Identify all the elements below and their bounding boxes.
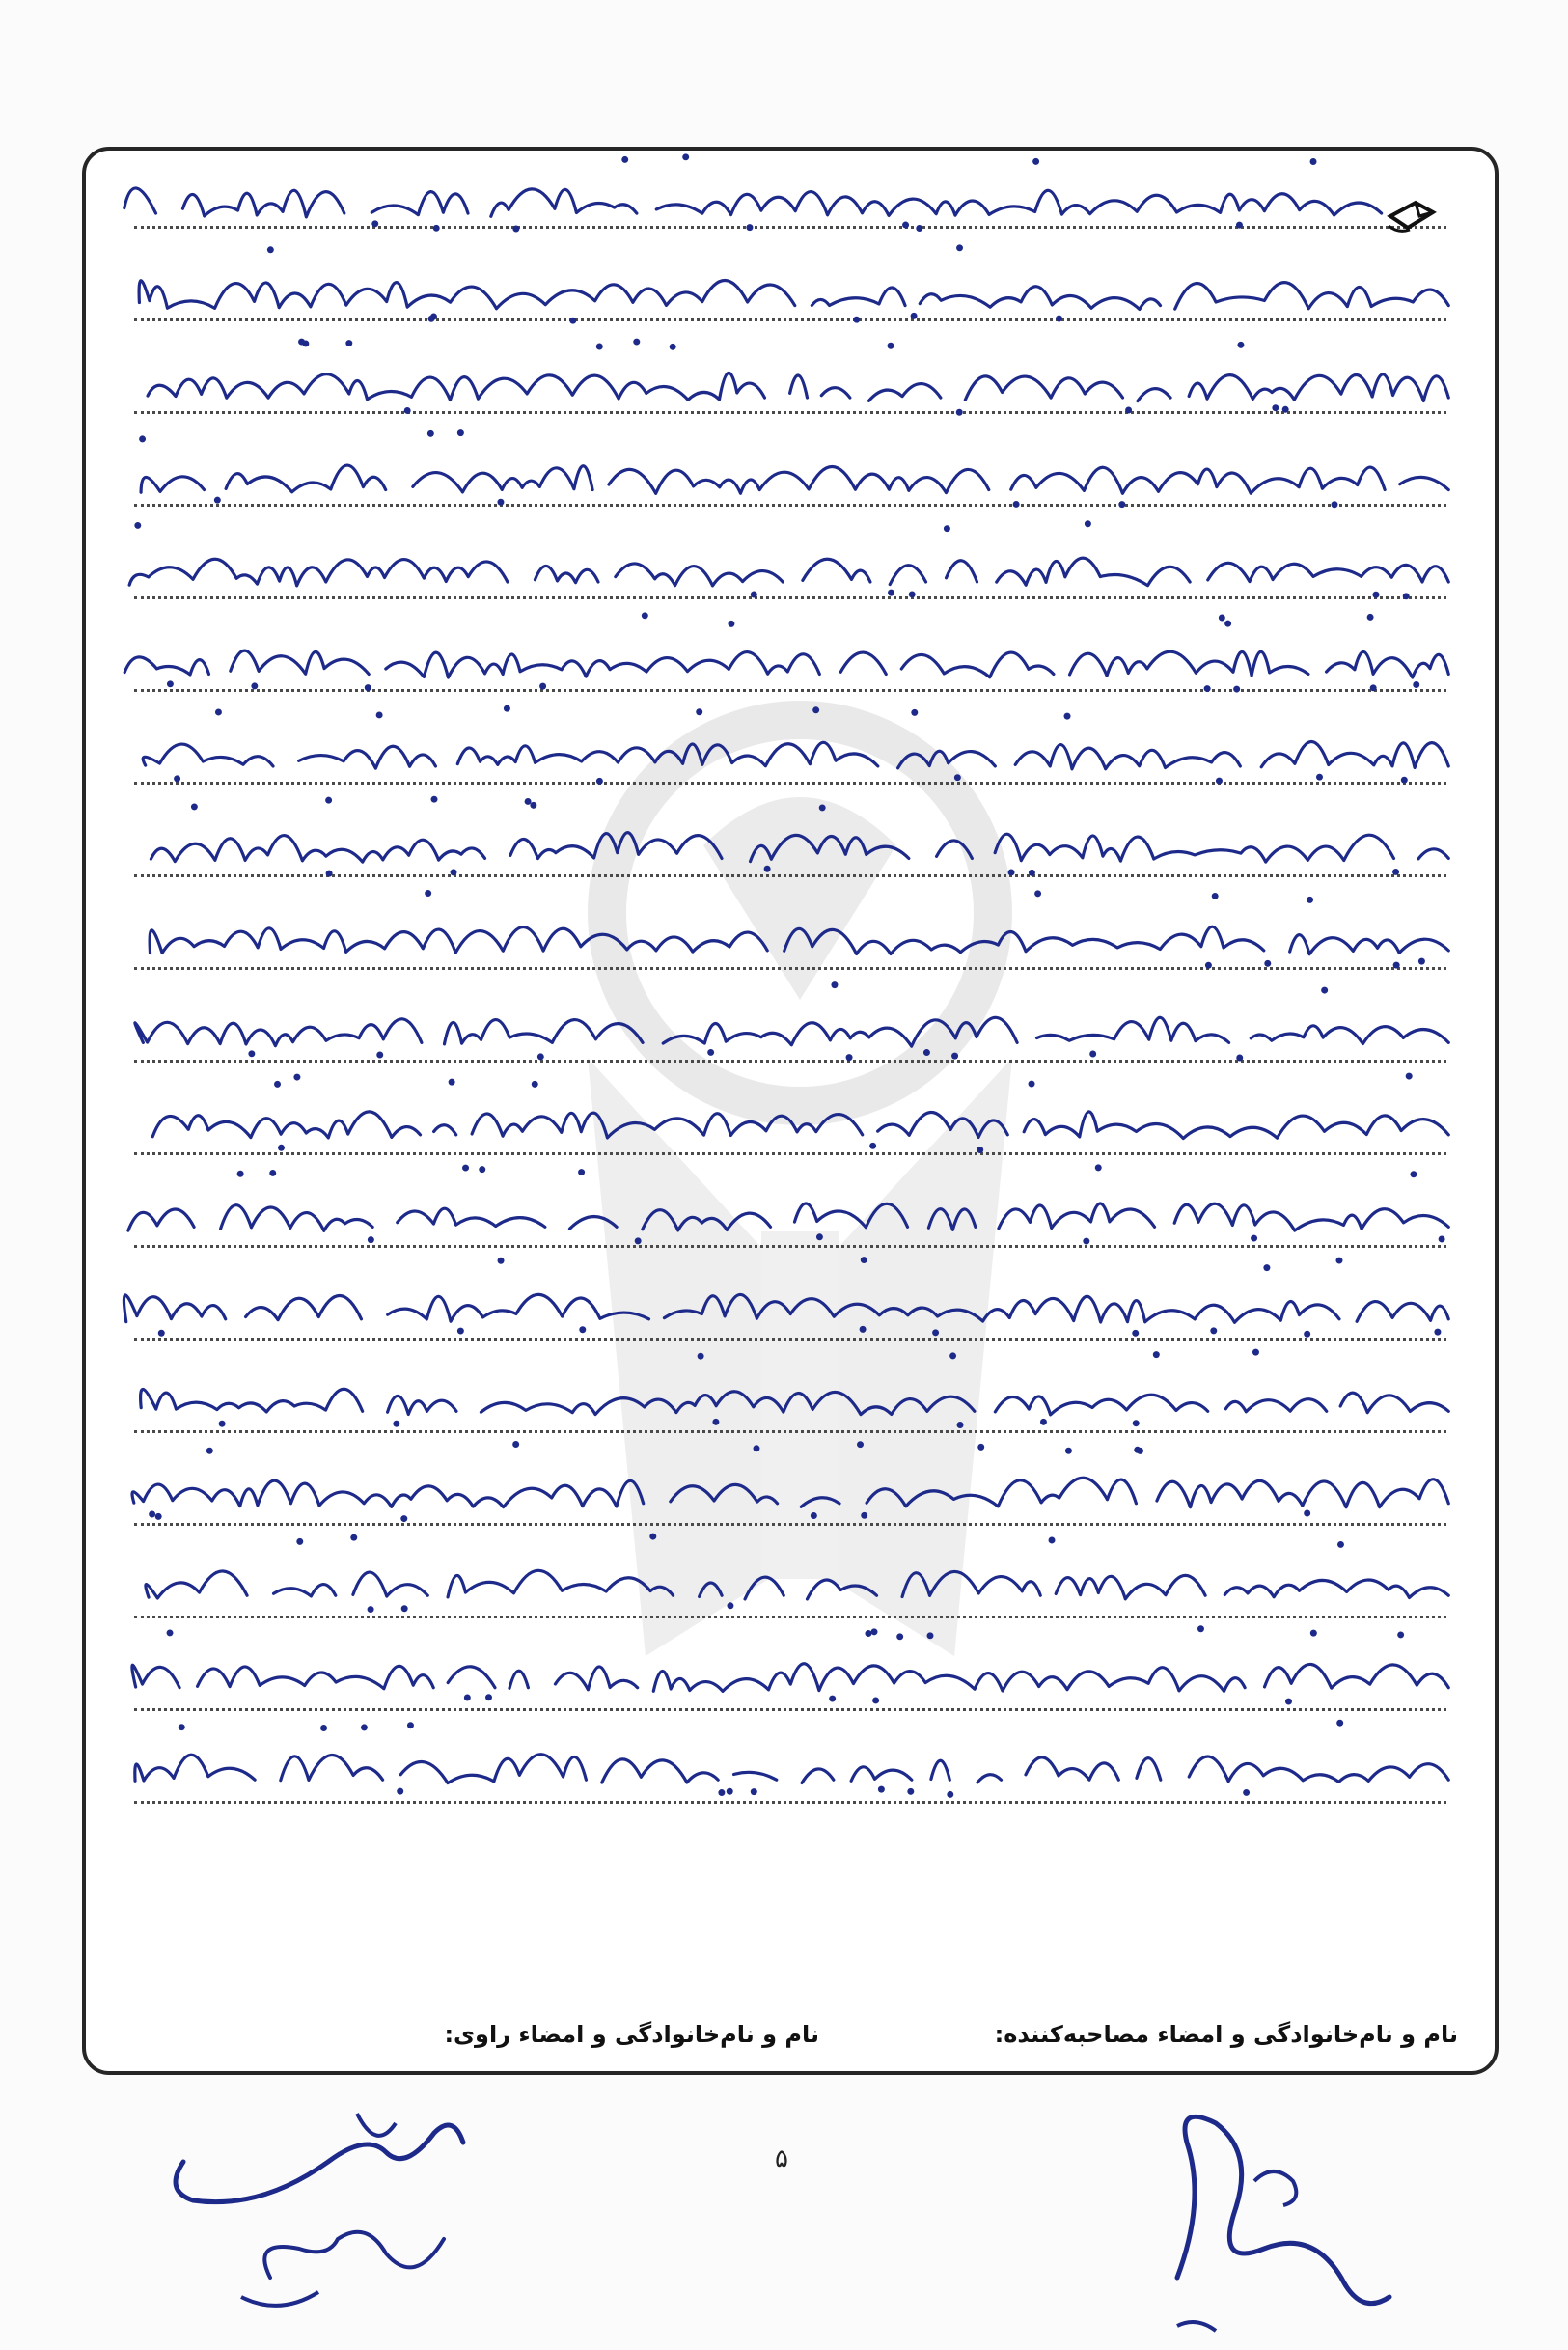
ink-dot: [1237, 342, 1244, 348]
ink-dot: [167, 680, 174, 687]
ink-dot: [393, 1421, 399, 1427]
ink-dot: [727, 1788, 733, 1795]
ink-dot: [1065, 1448, 1072, 1454]
ink-dot: [1083, 1238, 1089, 1245]
ink-dot: [728, 621, 734, 627]
ink-dot: [1337, 1541, 1344, 1548]
signature-labels: [86, 2021, 1495, 2063]
ink-dot: [1056, 316, 1062, 322]
ink-dot: [1321, 987, 1328, 994]
ink-dot: [174, 775, 180, 782]
ink-stroke: [146, 1570, 1448, 1599]
narrator-signature-label: نام و نام‌خانوادگی و امضاء راوی:: [444, 2021, 819, 2048]
ink-dot: [635, 1237, 642, 1244]
ink-dot: [457, 1328, 464, 1335]
ink-stroke: [150, 926, 1448, 954]
ink-dot: [923, 1049, 930, 1056]
ink-dot: [498, 1258, 505, 1264]
ink-dot: [530, 802, 536, 809]
ink-dot: [727, 1602, 733, 1609]
ink-dot: [525, 798, 532, 805]
ink-dot: [404, 407, 411, 414]
ink-dot: [451, 869, 457, 875]
ink-dot: [811, 1512, 817, 1519]
ink-dot: [397, 1788, 403, 1795]
ink-dot: [860, 1326, 867, 1333]
ink-dot: [479, 1166, 485, 1173]
ink-dot: [682, 153, 689, 160]
ink-dot: [954, 774, 961, 781]
ink-dot: [947, 1791, 953, 1798]
handwritten-line: [151, 796, 1448, 877]
ink-dot: [956, 409, 963, 416]
ink-dot: [1410, 1171, 1417, 1177]
ink-dot: [504, 705, 510, 712]
ink-dot: [179, 1724, 185, 1730]
ink-dot: [368, 1236, 374, 1243]
ink-dot: [878, 1786, 885, 1793]
ink-dot: [871, 1628, 878, 1635]
ink-dot: [888, 590, 894, 596]
ink-dot: [764, 866, 771, 872]
ink-dot: [746, 224, 753, 231]
ink-dot: [1401, 777, 1408, 784]
ink-dot: [532, 1081, 538, 1088]
ink-stroke: [124, 650, 1448, 677]
ink-dot: [1029, 870, 1035, 876]
ink-dot: [578, 1169, 585, 1175]
ink-dot: [1049, 1536, 1056, 1543]
ink-dot: [1085, 520, 1091, 527]
ink-dot: [376, 711, 383, 718]
ink-dot: [1032, 158, 1039, 165]
ink-dot: [274, 1081, 281, 1088]
ink-dot: [1392, 869, 1399, 875]
ink-dot: [325, 797, 332, 804]
ink-dot: [1406, 1073, 1413, 1080]
ink-dot: [296, 1538, 303, 1545]
ink-dot: [1133, 1420, 1140, 1426]
ink-dot: [167, 1629, 174, 1636]
ink-dot: [861, 1512, 867, 1519]
ink-dot: [251, 682, 258, 689]
ink-dot: [596, 344, 603, 350]
ink-dot: [1034, 890, 1041, 897]
handwritten-line: [139, 244, 1448, 323]
ink-dot: [596, 778, 603, 785]
ink-dot: [846, 1054, 853, 1061]
interviewer-signature-label: نام و نام‌خانوادگی و امضاء مصاحبه‌کننده:: [994, 2021, 1458, 2048]
handwritten-line: [129, 520, 1448, 599]
ink-dot: [1434, 1329, 1441, 1336]
ink-dot: [1310, 1630, 1317, 1637]
ink-dot: [1224, 621, 1231, 627]
ink-dot: [497, 499, 504, 506]
ink-dot: [206, 1448, 213, 1454]
ink-dot: [269, 1170, 276, 1176]
interviewer-signature: [1119, 2085, 1409, 2345]
ink-dot: [1216, 778, 1223, 785]
ink-dot: [149, 1511, 155, 1518]
handwritten-line: [152, 1073, 1448, 1153]
ink-stroke: [141, 1389, 1449, 1415]
ink-stroke: [128, 1203, 1448, 1230]
ink-dot: [539, 683, 546, 690]
ink-stroke: [135, 1755, 1448, 1783]
ink-dot: [1236, 222, 1243, 229]
ink-dot: [633, 339, 640, 346]
ink-dot: [1233, 686, 1240, 693]
ink-dot: [751, 592, 757, 598]
ink-dot: [361, 1724, 368, 1730]
ink-dot: [1307, 897, 1313, 903]
ink-stroke: [141, 465, 1448, 493]
ink-dot: [433, 225, 440, 232]
ink-dot: [1397, 1631, 1404, 1638]
ink-dot: [371, 220, 378, 227]
ink-dot: [219, 1421, 226, 1427]
ink-stroke: [143, 742, 1448, 769]
ink-dot: [1403, 593, 1410, 599]
ink-dot: [916, 225, 922, 232]
ink-dot: [927, 1632, 934, 1639]
handwritten-line: [150, 890, 1448, 969]
ink-dot: [1439, 1235, 1445, 1242]
ink-dot: [902, 222, 909, 229]
ink-dot: [1372, 592, 1379, 598]
ink-dot: [977, 1147, 983, 1153]
handwritten-line: [139, 429, 1448, 508]
ink-dot: [812, 706, 819, 713]
ink-dot: [155, 1513, 162, 1520]
ink-dot: [293, 1074, 300, 1081]
ink-dot: [712, 1419, 719, 1425]
ink-dot: [1118, 501, 1125, 508]
ink-dot: [302, 340, 309, 346]
ink-dot: [1029, 1081, 1035, 1088]
ink-dot: [888, 343, 894, 349]
ink-dot: [696, 708, 702, 715]
handwritten-line: [135, 981, 1448, 1061]
ink-dot: [449, 1079, 455, 1086]
ink-dot: [1285, 1699, 1292, 1705]
ink-dot: [869, 1143, 876, 1149]
ink-dot: [853, 317, 860, 323]
ink-dot: [462, 1165, 469, 1172]
ink-dot: [1204, 685, 1211, 692]
ink-dot: [320, 1725, 327, 1731]
ink-dot: [1336, 1258, 1343, 1264]
ink-dot: [642, 612, 648, 619]
ink-dot: [1316, 774, 1323, 781]
ink-dot: [649, 1534, 656, 1540]
ink-dot: [1132, 1330, 1139, 1337]
ink-dot: [977, 1444, 984, 1451]
ink-dot: [368, 1606, 374, 1613]
ink-dot: [1243, 1789, 1250, 1796]
handwritten-line: [124, 1257, 1448, 1338]
ink-dot: [1332, 501, 1338, 508]
ink-dot: [1008, 869, 1015, 875]
ink-dot: [457, 429, 464, 436]
ink-dot: [425, 890, 431, 897]
handwritten-line: [146, 1534, 1448, 1613]
ink-dot: [718, 1789, 725, 1796]
ink-dot: [191, 803, 198, 810]
ink-stroke: [135, 1017, 1448, 1046]
ink-dot: [896, 1633, 903, 1640]
ink-stroke: [151, 833, 1448, 863]
ink-dot: [944, 525, 950, 532]
ink-dot: [431, 796, 438, 803]
ink-dot: [949, 1352, 956, 1359]
ink-dot: [1040, 1419, 1047, 1425]
ink-dot: [1282, 406, 1289, 413]
ink-dot: [831, 981, 838, 988]
ink-dot: [579, 1326, 586, 1333]
ink-dot: [1413, 681, 1419, 688]
ink-stroke: [132, 1664, 1448, 1692]
ink-dot: [907, 1788, 914, 1795]
handwritten-line: [132, 1625, 1448, 1704]
page-number: ۵: [775, 2144, 788, 2173]
ink-dot: [1367, 614, 1374, 621]
ink-dot: [267, 246, 274, 253]
ink-dot: [956, 244, 963, 251]
ink-dot: [350, 1534, 357, 1541]
ink-dot: [427, 430, 434, 437]
ink-dot: [569, 318, 576, 324]
ink-dot: [248, 1050, 255, 1057]
ink-dot: [957, 1422, 964, 1428]
ink-dot: [932, 1329, 939, 1336]
handwritten-line: [132, 1441, 1448, 1522]
ink-dot: [751, 1788, 757, 1795]
ink-dot: [857, 1441, 864, 1448]
ink-dot: [754, 1445, 760, 1451]
ink-dot: [872, 1697, 879, 1703]
ink-stroke: [124, 1294, 1448, 1322]
ink-dot: [1125, 406, 1132, 413]
ink-dot: [698, 1353, 704, 1360]
handwritten-line: [143, 705, 1448, 785]
ink-dot: [1205, 962, 1212, 969]
handwritten-line: [128, 1164, 1448, 1244]
ink-dot: [485, 1694, 492, 1700]
ink-dot: [512, 1441, 519, 1448]
ink-dot: [428, 316, 435, 322]
ink-dot: [1197, 1625, 1204, 1632]
ink-dot: [1089, 1051, 1096, 1058]
ink-dot: [1252, 1349, 1259, 1356]
ink-stroke: [152, 1112, 1448, 1139]
ink-dot: [1310, 158, 1317, 165]
ink-stroke: [148, 373, 1448, 401]
ink-dot: [1212, 893, 1219, 899]
ink-dot: [816, 1233, 823, 1240]
ink-dot: [1153, 1351, 1160, 1358]
ink-dot: [1370, 684, 1377, 691]
ink-dot: [1304, 1331, 1310, 1338]
ink-dot: [865, 1630, 871, 1637]
handwritten-line: [141, 1349, 1449, 1428]
ink-dot: [1210, 1327, 1217, 1334]
handwritten-line: [124, 612, 1448, 692]
ink-dot: [951, 1053, 958, 1060]
ink-dot: [214, 497, 221, 504]
ink-dot: [670, 344, 676, 350]
ink-dot: [1304, 1510, 1310, 1517]
ink-dot: [407, 1722, 414, 1728]
ink-dot: [215, 708, 222, 715]
ink-dot: [707, 1049, 714, 1056]
ink-dot: [345, 340, 352, 346]
ink-dot: [365, 684, 371, 691]
handwritten-line: [148, 339, 1448, 416]
ink-dot: [158, 1330, 165, 1337]
ink-dot: [376, 1052, 383, 1059]
ink-dot: [1263, 1264, 1270, 1271]
ink-dot: [278, 1145, 285, 1151]
ink-stroke: [139, 281, 1448, 310]
ink-dot: [401, 1605, 408, 1612]
narrator-signature: [145, 2094, 492, 2326]
ink-dot: [911, 313, 918, 319]
ink-dot: [237, 1171, 244, 1177]
ink-dot: [139, 435, 146, 442]
ink-dot: [134, 522, 141, 529]
ink-dot: [1064, 713, 1071, 720]
ink-dot: [1095, 1164, 1102, 1171]
ink-dot: [1336, 1720, 1343, 1727]
ink-dot: [861, 1257, 867, 1263]
ink-dot: [1272, 404, 1279, 411]
ink-dot: [512, 226, 519, 233]
ink-stroke: [129, 558, 1448, 586]
ink-dot: [1013, 501, 1020, 508]
ink-dot: [1219, 615, 1225, 622]
ink-dot: [1418, 958, 1425, 965]
ink-dot: [911, 709, 918, 716]
ink-dot: [829, 1696, 836, 1702]
ink-stroke: [132, 1478, 1448, 1507]
ink-stroke: [124, 188, 1382, 217]
ink-dot: [464, 1694, 471, 1700]
ink-dot: [1134, 1447, 1141, 1453]
ink-dot: [400, 1515, 407, 1522]
ink-dot: [909, 591, 916, 597]
ink-dot: [1251, 1235, 1257, 1242]
ink-dot: [1264, 960, 1271, 967]
ink-dot: [1236, 1055, 1243, 1062]
handwritten-line: [135, 1720, 1448, 1798]
form-frame: [82, 147, 1499, 2075]
ink-dot: [621, 156, 628, 163]
ink-dot: [1393, 962, 1400, 969]
ink-dot: [537, 1053, 544, 1060]
ink-dot: [326, 871, 333, 877]
handwritten-text: [86, 151, 1495, 2071]
handwritten-line: [124, 153, 1382, 232]
ink-dot: [819, 804, 826, 811]
